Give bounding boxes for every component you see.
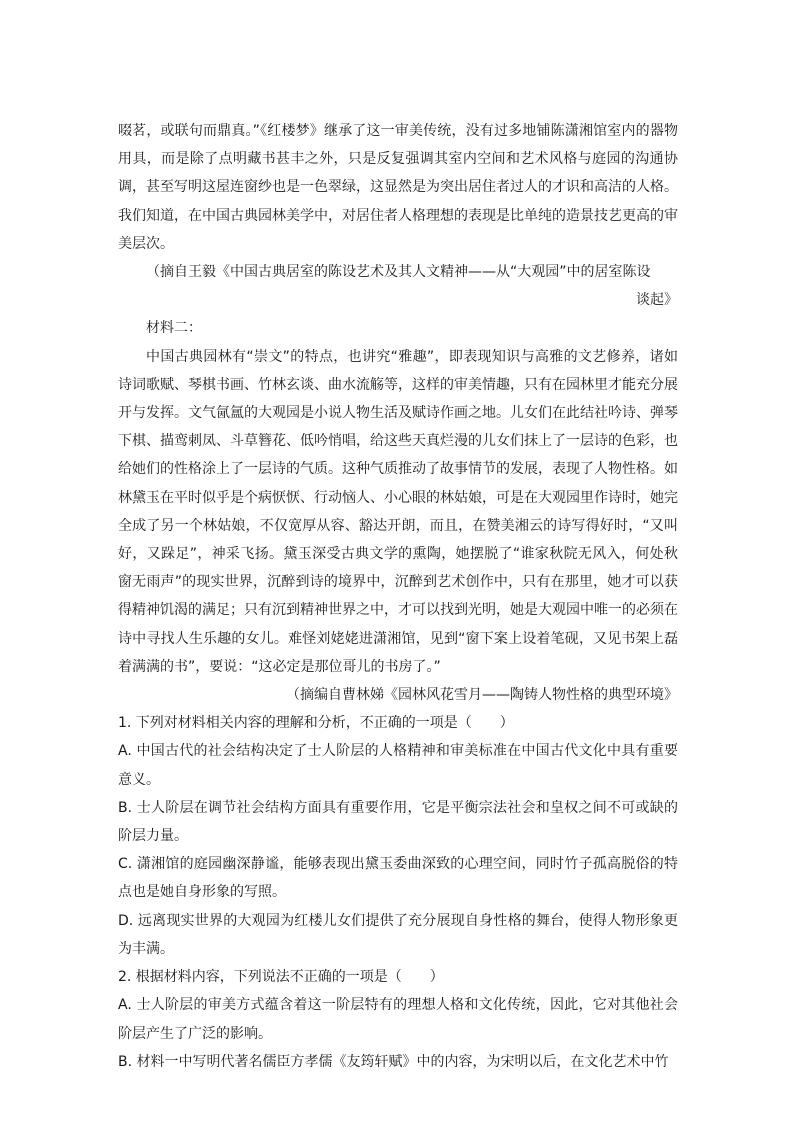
question-2-stem: 2. 根据材料内容，下列说法不正确的一项是（ ） xyxy=(118,969,444,986)
document-page xyxy=(118,117,678,1076)
source-citation-1: （摘自王毅《中国古典居室的陈设艺术及其人文精神——从“大观园”中的居室陈设 xyxy=(146,264,651,281)
material2-paragraph: 中国古典园林有“崇文”的特点，也讲究“雅趣”，即表现知识与高雅的文艺修养，诸如诗词歌赋、琴棋书画、竹林玄谈、曲水流觞等，这样的审美情趣，只有在园林里才能充分展开与发挥。文气氤氲的大观园是小说人物生活及赋诗作画之地。儿女们在此结社吟诗、弹琴下棋、描鸾刺凤、斗草簪花、低吟悄唱，给这些天真烂漫的儿女们抹上了一层诗的色彩，也给她们的性格涂上了一层诗的气质。这种气质推动了故事情节的发展，表现了人物性格。如林黛玉在平时似乎是个病恹恹、行动恼人、小心眼的林姑娘，可是在大观园里作诗时，她完全成了另一个林姑娘，不仅宽厚从容、豁达开朗，而且，在赞美湘云的诗写得好时，“又叫好，又跺足”，神采飞扬。黛玉深受古典文学的熏陶，她摆脱了“谁家秋院无风入，何处秋窗无雨声”的现实世界，沉醉到诗的境界中，沉醉到艺术创作中，只有在那里，她才可以获得精神饥渴的满足；只有沉到精神世界之中，才可以找到光明，她是大观园中唯一的必须在诗中寻找人生乐趣的女儿。难怪刘姥姥进潇湘馆，见到“窗下案上设着笔砚，又见书架上磊着满满的书”，要说：“这必定是那位哥儿的书房了。” xyxy=(118,348,678,675)
question-1-stem: 1. 下列对材料相关内容的理解和分析，不正确的一项是（ ） xyxy=(118,715,514,732)
question-1-option-d: D. 远离现实世界的大观园为红楼儿女们提供了充分展现自身性格的舞台，使得人物形象更为丰满。 xyxy=(118,912,678,957)
question-1-option-b: B. 士人阶层在调节社会结构方面具有重要作用，它是平衡宗法社会和皇权之间不可或缺的阶层力量。 xyxy=(118,799,678,845)
source-citation-2: （摘编自曹林娣《园林风花雪月——陶铸人物性格的典型环境》 xyxy=(286,687,678,704)
question-1-option-c: C. 潇湘馆的庭园幽深静谧，能够表现出黛玉委曲深致的心理空间，同时竹子孤高脱俗的特点也是她自身形象的写照。 xyxy=(118,856,678,901)
material1-paragraph-end: 啜茗，或联句而鼎真。”《红楼梦》继承了这一审美传统，没有过多地铺陈潇湘馆室内的器物用具，而是除了点明藏书甚丰之外，只是反复强调其室内空间和艺术风格与庭园的沟通协调，甚至写明这屋连窗纱也是一色翠绿，这显然是为突出居住者过人的才识和高洁的人格。我们知道，在中国古典园林美学中，对居住者人格理想的表现是比单纯的造景技艺更高的审美层次。 xyxy=(118,123,678,252)
question-2-option-b: B. 材料一中写明代著名儒臣方孝儒《友筠轩赋》中的内容，为宋明以后，在文化艺术中竹 xyxy=(118,1053,669,1070)
question-1-option-a: A. 中国古代的社会结构决定了士人阶层的人格精神和审美标准在中国古代文化中具有重要意义。 xyxy=(118,743,678,788)
question-2-option-a: A. 士人阶层的审美方式蕴含着这一阶层特有的理想人格和文化传统，因此，它对其他社会阶层产生了广泛的影响。 xyxy=(118,997,678,1042)
material2-heading: 材料二： xyxy=(146,320,202,337)
source-citation-1-cont: 谈起》 xyxy=(636,292,678,309)
